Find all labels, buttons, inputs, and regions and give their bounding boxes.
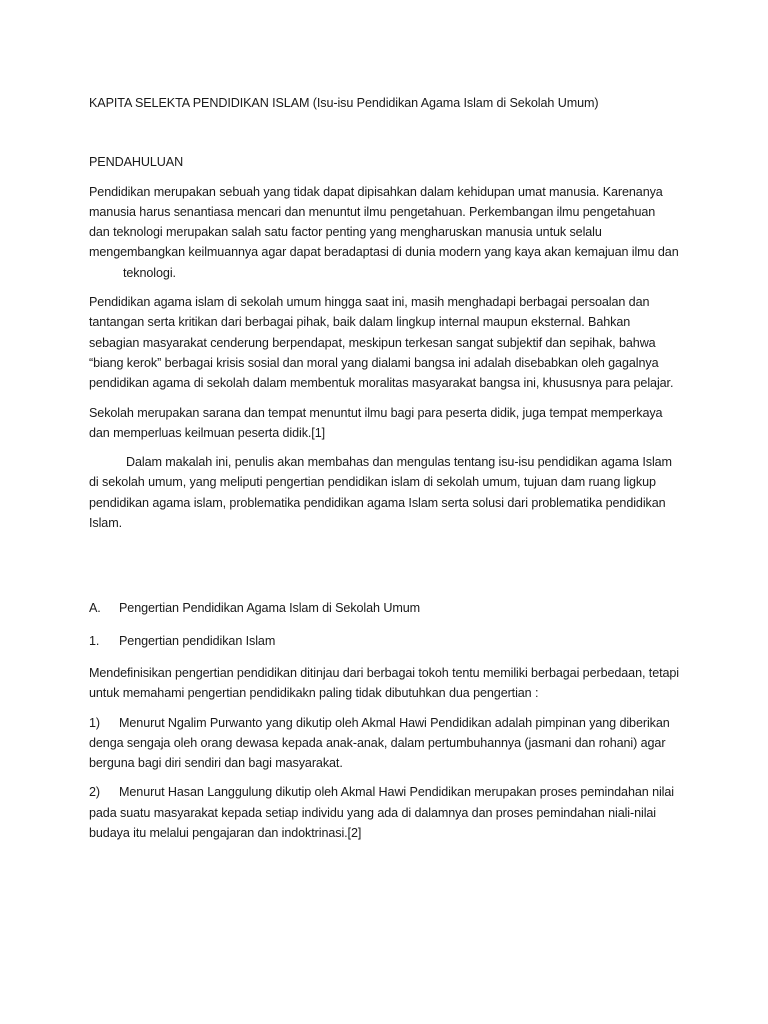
list-item-1-text: Menurut Ngalim Purwanto yang dikutip oleh Akmal Hawi Pendidikan adalah pimpinan yang diberikan denga sengaja oleh orang dewasa kepada anak-anak, dalam pertumbuhannya (jasmani dan rohani) agar berguna bagi diri sendiri dan bagi masyarakat.	[89, 715, 670, 771]
intro-paragraph-2: Pendidikan agama islam di sekolah umum hingga saat ini, masih menghadapi berbagai persoalan dan tantangan serta kritikan dari berbagai pihak, baik dalam lingkup internal maupun eksternal. Bahkan sebagian masyarakat cenderung berpendapat, meskipun terkesan sangat subjektif dan sepihak, bahwa “biang kerok” berbagai krisis sosial dan moral yang dialami bangsa ini adalah disebabkan oleh gagalnya pendidikan agama di sekolah dalam membentuk moralitas masyarakat bangsa ini, khususnya para pelajar.	[89, 295, 674, 391]
intro-paragraph-1-teknologi: teknologi.	[123, 265, 176, 280]
intro-paragraph-1-dan: dan	[657, 245, 679, 260]
list-item-2-text: Menurut Hasan Langgulung dikutip oleh Akmal Hawi Pendidikan merupakan proses pemindahan nilai pada suatu masyarakat kepada setiap individu yang ada di dalamnya dan proses pemindahan niali-nilai budaya itu melalui pengajaran dan indoktrinasi.[2]	[89, 785, 674, 841]
section-a-heading	[89, 598, 679, 618]
intro-paragraph-4: Dalam makalah ini, penulis akan membahas dan mengulas tentang isu-isu pendidikan agama Islam di sekolah umum, yang meliputi pengertian pendidikan islam di sekolah umum, tujuan dam ruang ligkup pendidikan agama islam, problematika pendidikan agama Islam serta solusi dari problematika pendidikan Islam.	[89, 455, 672, 531]
intro-heading: PENDAHULUAN	[89, 155, 184, 170]
sub-1-title: Pengertian pendidikan Islam	[119, 633, 276, 648]
list-item-2	[89, 782, 679, 843]
intro-paragraph-1	[89, 182, 679, 283]
sub-1-heading	[89, 631, 679, 651]
document-page	[89, 93, 679, 852]
list-item-1-marker: 1)	[89, 715, 100, 730]
section-a-title: Pengertian Pendidikan Agama Islam di Sekolah Umum	[119, 601, 421, 616]
intro-paragraph-1-text: Pendidikan merupakan sebuah yang tidak dapat dipisahkan dalam kehidupan umat manusia. Karenanya manusia harus senantiasa mencari dan menuntut ilmu pengetahuan. Perkembangan ilmu pengetahuan dan teknologi merupakan salah satu factor penting yang mengharuskan manusia untuk selalu mengembangkan keilmuannya agar dapat beradaptasi di dunia modern yang kaya akan kemajuan ilmu	[89, 184, 663, 260]
sub-1-marker: 1.	[89, 633, 100, 648]
document-title: KAPITA SELEKTA PENDIDIKAN ISLAM (Isu-isu Pendidikan Agama Islam di Sekolah Umum)	[89, 96, 599, 110]
intro-paragraph-3: Sekolah merupakan sarana dan tempat menuntut ilmu bagi para peserta didik, juga tempat memperkaya dan memperluas keilmuan peserta didik.[1]	[89, 405, 663, 440]
sub-1-paragraph: Mendefinisikan pengertian pendidikan ditinjau dari berbagai tokoh tentu memiliki berbagai perbedaan, tetapi untuk memahami pengertian pendidikakn paling tidak dibutuhkan dua pengertian :	[89, 665, 680, 701]
list-item-2-marker: 2)	[89, 785, 100, 800]
list-item-1	[89, 713, 679, 774]
section-a-marker: A.	[89, 601, 101, 616]
